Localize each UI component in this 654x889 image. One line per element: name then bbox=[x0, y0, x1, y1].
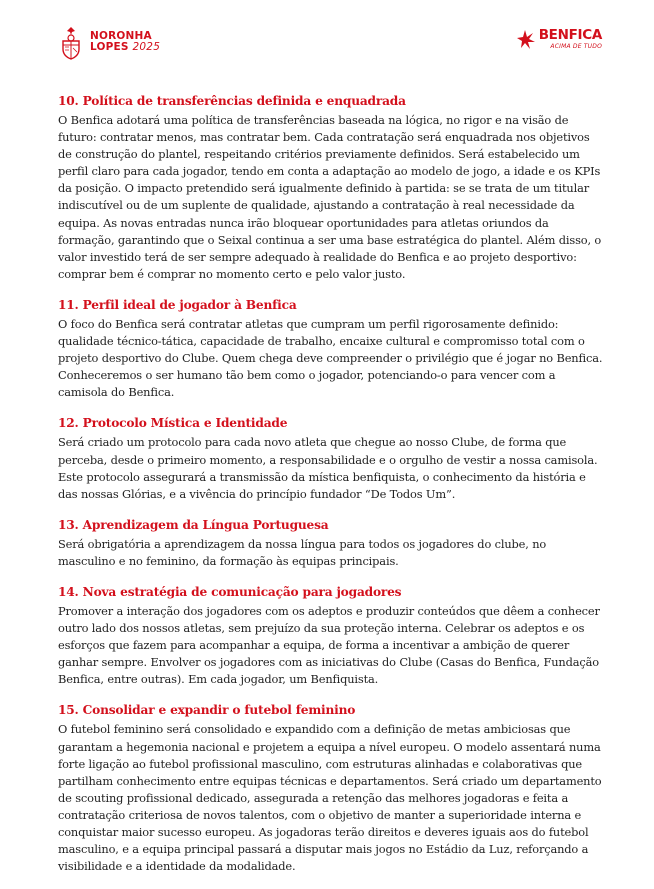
section-communication-strategy bbox=[58, 584, 604, 688]
campaign-wordmark bbox=[90, 31, 160, 53]
section-womens-football bbox=[58, 702, 604, 875]
eagle-icon bbox=[515, 28, 537, 50]
section-ideal-player-profile bbox=[58, 297, 604, 401]
section-paragraph: O futebol feminino será consolidado e expandido com a definição de metas ambiciosas que garantam a hegemonia nacional e projetem a equipa a nível europeu. O modelo assentará numa forte ligação ao futebol profissional masculino, com estruturas alinhadas e colaborativas que partilham conhecimento entre equipas técnicas e departamentos. Será criado um departamento de scouting profissional dedicado, assegurada a retenção das melhores jogadoras e feita a contratação criteriosa de novos talentos, com o objetivo de manter a superioridade interna e conquistar maior sucesso europeu. As jogadoras terão direitos e deveres iguais aos do futebol masculino, e a equipa principal passará a disputar mais jogos no Estádio da Luz, reforçando a visibilidade e a identidade da modalidade. bbox=[58, 722, 602, 874]
campaign-name-line1: NORONHA bbox=[90, 30, 152, 42]
section-portuguese-language bbox=[58, 517, 604, 570]
section-paragraph: Promover a interação dos jogadores com os adeptos e produzir conteúdos que dêem a conhecer outro lado dos nossos atletas, sem prejuízo da sua proteção interna. Celebrar os adeptos e os esforços que fazem para acompanhar a equipa, de forma a incentivar a ambição de querer ganhar sempre. Envolver os jogadores com as iniciativas do Clube (Casas do Benfica, Fundação Benfica, entre outras). Em cada jogador, um Benfiquista. bbox=[58, 603, 600, 687]
section-paragraph: O foco do Benfica será contratar atletas que cumpram um perfil rigorosamente definido: qualidade técnico-tática, capacidade de trabalho, encaixe cultural e compromisso total com o projeto desportivo do Clube. Quem chega deve compreender o privilégio que é jogar no Benfica. Conheceremos o ser humano tão bem como o jogador, potenciando-o para vencer com a camisola do Benfica. bbox=[58, 316, 603, 400]
section-paragraph: Será criado um protocolo para cada novo atleta que chegue ao nosso Clube, de forma que perceba, desde o primeiro momento, a responsabilidade e o orgulho de vestir a nossa camisola. Este protocolo assegurará a transmissão da mística benfiquista, o conhecimento da história e das nossas Glórias, e a vivência do princípio fundador “De Todos Um”. bbox=[58, 435, 598, 501]
section-title: 15. Consolidar e expandir o futebol feminino bbox=[58, 703, 356, 718]
benfica-crest-icon bbox=[58, 24, 84, 60]
section-paragraph: Será obrigatória a aprendizagem da nossa língua para todos os jogadores do clube, no masculino e no feminino, da formação às equipas principais. bbox=[58, 536, 547, 568]
section-title: 11. Perfil ideal de jogador à Benfica bbox=[58, 297, 297, 312]
benfica-logo bbox=[515, 28, 602, 51]
benfica-tagline: ACIMA DE TUDO bbox=[550, 43, 602, 50]
campaign-year: 2025 bbox=[132, 41, 161, 53]
section-title: 14. Nova estratégia de comunicação para jogadores bbox=[58, 584, 402, 599]
section-title: 10. Política de transferências definida e enquadrada bbox=[58, 94, 406, 108]
section-paragraph: O Benfica adotará uma política de transferências baseada na lógica, no rigor e na visão de futuro: contratar menos, mas contratar bem. Cada contratação será enquadrada nos objetivos de construção do plantel, respeitando critérios previamente definidos. Será estabelecido um perfil claro para cada jogador, tendo em conta a adaptação ao modelo de jogo, a idade e os KPIs da posição. O impacto pretendido será igualmente definido à partida: se se trata de um titular indiscutível ou de um suplente de qualidade, ajustando a contratação à real necessidade da equipa. As novas entradas nunca irão bloquear oportunidades para atletas oriundos da formação, garantindo que o Seixal continua a ser uma base estratégica do plantel. Além disso, o valor investido terá de ser sempre adequado à realidade do Benfica e ao projeto desportivo: comprar bem é comprar no momento certo e pelo valor justo. bbox=[58, 113, 602, 281]
section-transfer-policy bbox=[58, 93, 604, 283]
section-title: 13. Aprendizagem da Língua Portuguesa bbox=[58, 517, 329, 532]
campaign-name-line2: LOPES bbox=[90, 41, 129, 53]
section-mystique-protocol bbox=[58, 415, 604, 502]
document-body bbox=[58, 93, 604, 889]
campaign-logo bbox=[58, 24, 160, 60]
benfica-wordmark: BENFICA bbox=[538, 27, 602, 43]
section-title: 12. Protocolo Mística e Identidade bbox=[58, 416, 288, 431]
page-header bbox=[0, 22, 654, 72]
